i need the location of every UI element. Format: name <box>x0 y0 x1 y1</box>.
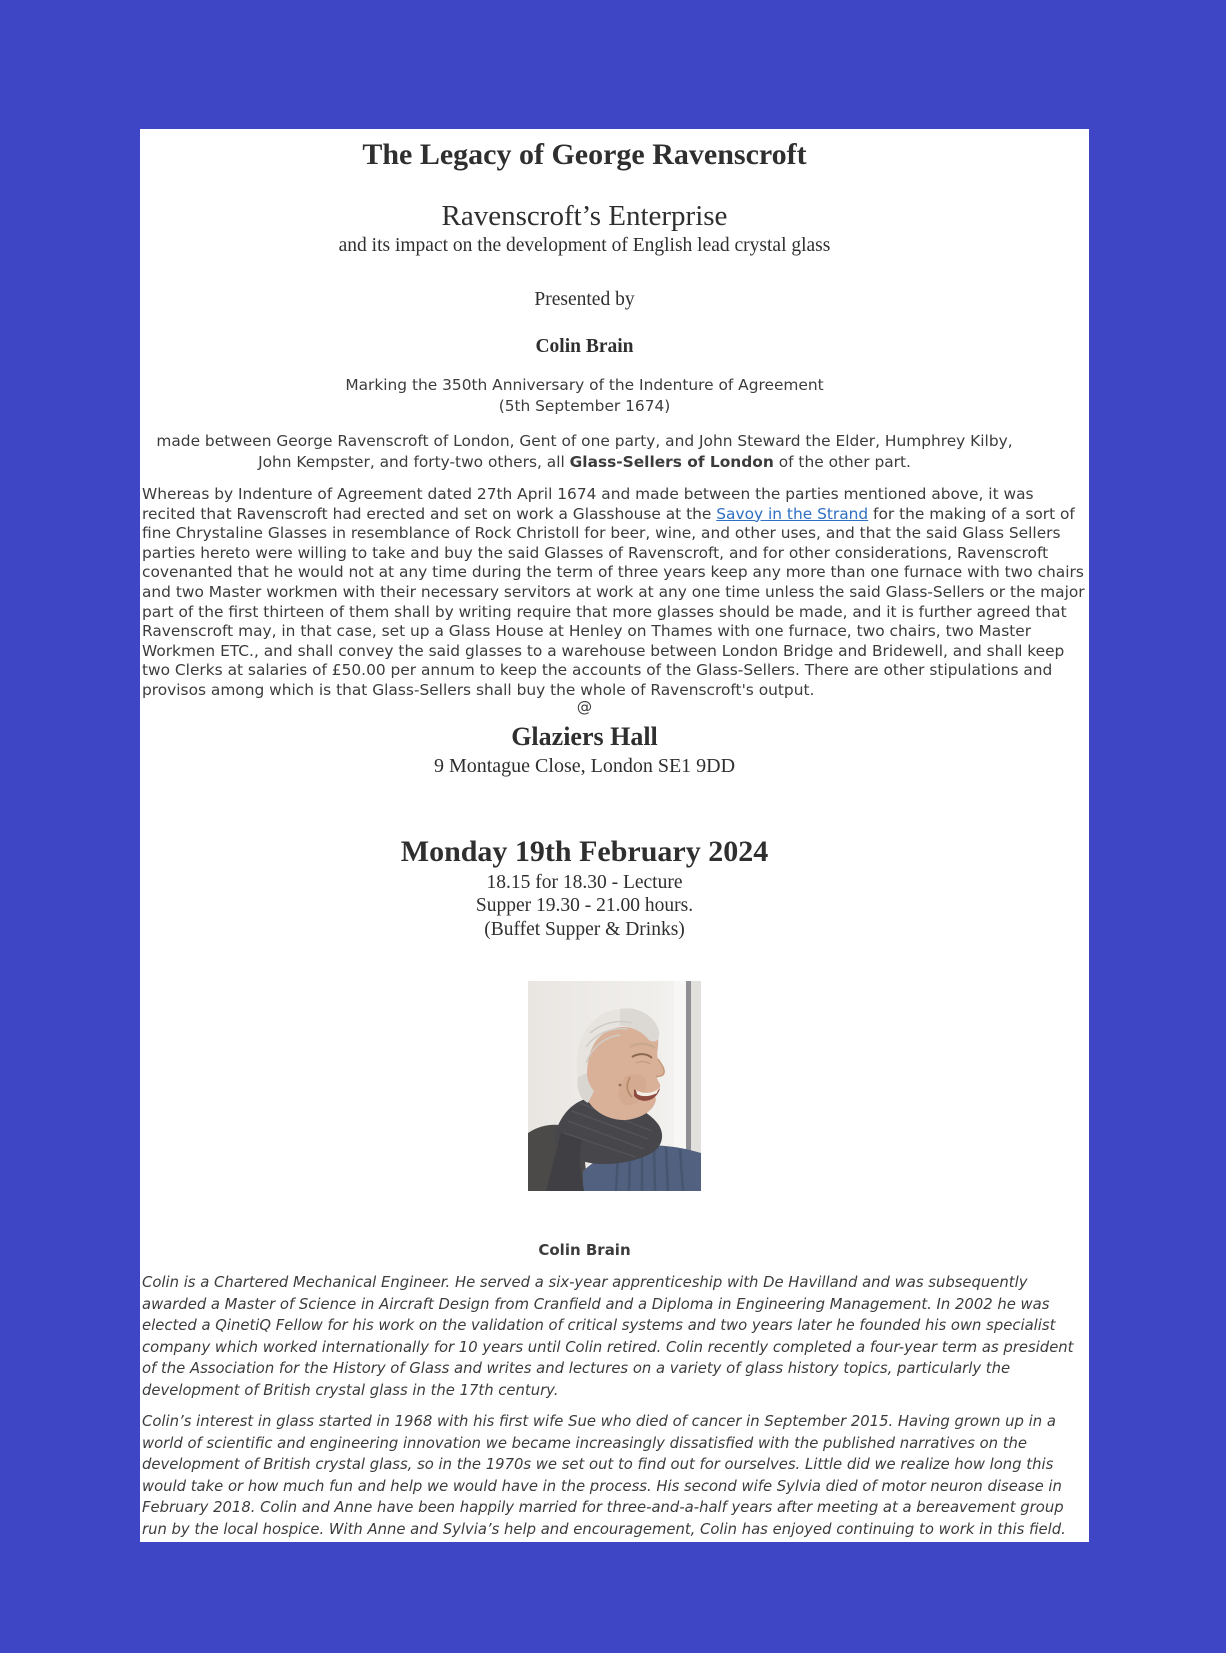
parties-glass-sellers: Glass-Sellers of London <box>569 453 774 471</box>
anniversary-note <box>142 375 1027 417</box>
whereas-text-pre: Whereas by Indenture of Agreement dated 27th April 1674 and made between the parties mentioned above, it was recited that Ravenscroft had erected and set on work a Glasshouse at the <box>142 485 1034 523</box>
anniversary-line-2: (5th September 1674) <box>498 397 671 415</box>
photo-caption: Colin Brain <box>538 1241 631 1260</box>
venue-name: Glaziers Hall <box>511 721 658 751</box>
flyer-page <box>140 129 1089 1542</box>
bio-paragraph-2: Colin’s interest in glass started in 1968 with his first wife Sue who died of cancer in September 2015. Having grown up in a world of scientific and engineering innovation we became increasingly dissatisfied with the published narratives on the development of British crystal glass, so in the 1970s we set out to find out for ourselves. Little did we realize how long this would take or how much fun and help we would have in the process. His second wife Sylvia died of motor neuron disease in February 2018. Colin and Anne have been happily married for three-and-a-half years after meeting at a bereavement group run by the local hospice. With Anne and Sylvia’s help and encouragement, Colin has enjoyed continuing to work in this field. <box>142 1413 1066 1538</box>
whereas-paragraph <box>142 485 1087 701</box>
whereas-text-post: for the making of a sort of fine Chrystaline Glasses in resemblance of Rock Christoll for beer, wine, and other uses, and that the said Glass Sellers parties hereto were willing to take and buy the said Glasses of Ravenscroft, and for other considerations, Ravenscroft covenanted that he would not at any time during the term of three years keep any more than one furnace with two chairs and two Master workmen with their necessary servitors at work at any one time unless the said Glass-Sellers or the major part of the first thirteen of them shall by writing require that more glasses should be made, and it is further agreed that Ravenscroft may, in that case, set up a Glass House at Henley on Thames with one furnace, two chairs, two Master Workmen ETC., and shall convey the said glasses to a warehouse between London Bridge and Bridewell, and shall keep two Clerks at salaries of £50.00 per annum to keep the accounts of the Glass-Sellers. There are other stipulations and provisos among which is that Glass-Sellers shall buy the whole of Ravenscroft's output. <box>142 504 1085 699</box>
parties-text-pre: made between George Ravenscroft of London, Gent of one party, and John Steward the Elder, Humphrey Kilby, John Kempster, and forty-two others, all <box>156 432 1013 471</box>
parties-paragraph <box>142 431 1027 473</box>
event-date: Monday 19th February 2024 <box>400 834 769 868</box>
savoy-strand-link[interactable]: Savoy in the Strand <box>716 504 869 523</box>
lecture-time: 18.15 for 18.30 - Lecture <box>486 871 683 893</box>
buffet-note: (Buffet Supper & Drinks) <box>484 918 685 940</box>
event-title: Ravenscroft’s Enterprise <box>441 200 728 232</box>
supper-time: Supper 19.30 - 21.00 hours. <box>475 895 694 917</box>
presenter-name: Colin Brain <box>535 336 634 357</box>
parties-text-post: of the other part. <box>773 453 911 471</box>
page-title: The Legacy of George Ravenscroft <box>362 138 807 171</box>
bio-paragraph-1: Colin is a Chartered Mechanical Engineer. He served a six-year apprenticeship with De Havilland and was subsequently awarded a Master of Science in Aircraft Design from Cranfield and a Diploma in Engineering Management. In 2002 he was elected a QinetiQ Fellow for his work on the validation of critical systems and two years later he founded his own specialist company which worked internationally for 10 years until Colin retired. Colin recently completed a four-year term as president of the Association for the History of Glass and writes and lectures on a variety of glass history topics, particularly the development of British crystal glass in the 17th century. <box>142 1274 1074 1399</box>
portrait-photo <box>528 981 701 1191</box>
event-subtitle: and its impact on the development of English lead crystal glass <box>338 235 831 256</box>
at-symbol: @ <box>576 697 593 716</box>
venue-address: 9 Montague Close, London SE1 9DD <box>433 754 736 777</box>
anniversary-line-1: Marking the 350th Anniversary of the Indenture of Agreement <box>345 376 824 394</box>
presented-by-label: Presented by <box>534 289 635 310</box>
